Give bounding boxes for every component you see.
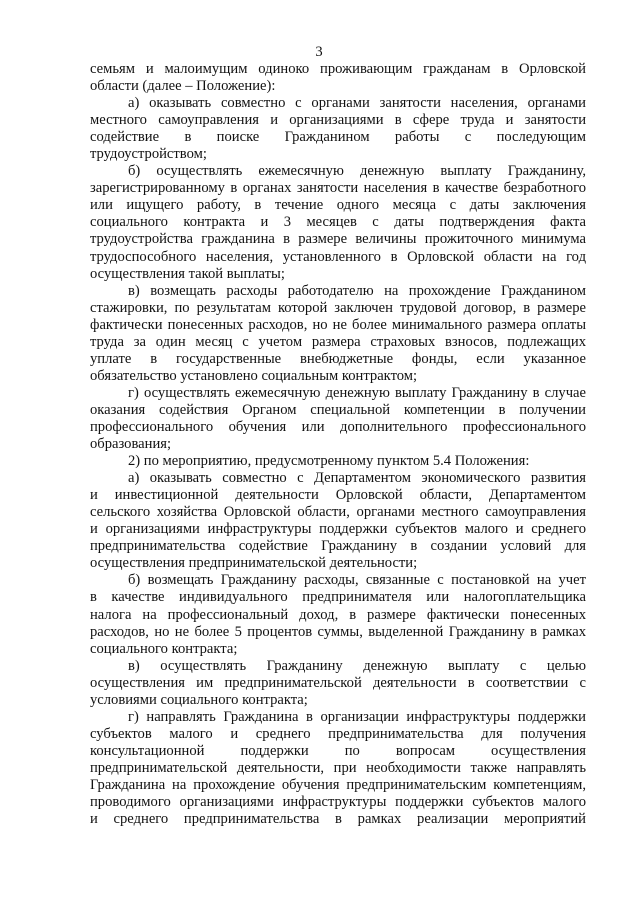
text-line: фактически понесенных расходов, но не более минимального размера оплаты bbox=[90, 316, 586, 333]
text-line: предпринимательства содействие Гражданину в создании условий для bbox=[90, 538, 586, 555]
text-line: налога на профессиональный доход, в размере фактически понесенных bbox=[90, 606, 586, 623]
text-line: в качестве индивидуального предпринимателя или налогоплательщика bbox=[90, 589, 586, 606]
text-line: образования; bbox=[90, 436, 172, 453]
text-line: г) осуществлять ежемесячную денежную выплату Гражданину в случае bbox=[128, 384, 586, 401]
page-number: 3 bbox=[315, 44, 323, 60]
text-line: трудоустройства гражданина в размере величины прожиточного минимума bbox=[90, 231, 586, 248]
text-line: расходов, но не более 5 процентов суммы, выделенной Гражданину в рамках bbox=[90, 623, 586, 640]
text-line: трудоспособного населения, установленного в Орловской области на год bbox=[90, 248, 586, 265]
text-line: осуществления предпринимательской деятельности; bbox=[90, 555, 418, 572]
text-line: 2) по мероприятию, предусмотренному пунктом 5.4 Положения: bbox=[128, 453, 530, 470]
text-line: проводимого организациями инфраструктуры поддержки субъектов малого bbox=[90, 794, 586, 811]
text-line: Гражданина на прохождение обучения предпринимательским компетенциям, bbox=[90, 776, 586, 793]
text-line: консультационной поддержки по вопросам осуществления bbox=[90, 742, 586, 759]
text-line: субъектов малого и среднего предпринимательства для получения bbox=[90, 725, 586, 742]
text-line: и организациями инфраструктуры поддержки субъектов малого и среднего bbox=[90, 521, 586, 538]
text-line: трудоустройством; bbox=[90, 146, 207, 163]
text-line: семьям и малоимущим одиноко проживающим гражданам в Орловской bbox=[90, 61, 586, 77]
text-line: зарегистрированному в органах занятости населения в качестве безработного bbox=[90, 180, 586, 197]
text-line: сельского хозяйства Орловской области, органами местного самоуправления bbox=[90, 504, 586, 521]
text-line: в) осуществлять Гражданину денежную выплату с целью bbox=[128, 657, 586, 674]
text-line: в) возмещать расходы работодателю на прохождение Гражданином bbox=[128, 282, 586, 299]
text-line: труда за один месяц с учетом размера страховых взносов, подлежащих bbox=[90, 333, 586, 350]
text-line: или ищущего работу, в течение одного месяца с даты заключения bbox=[90, 197, 586, 214]
document-body bbox=[90, 61, 586, 828]
text-line: и среднего предпринимательства в рамках реализации мероприятий bbox=[90, 811, 586, 828]
text-line: профессионального обучения или дополнительного профессионального bbox=[90, 418, 586, 435]
text-line: б) осуществлять ежемесячную денежную выплату Гражданину, bbox=[128, 163, 586, 180]
text-line: г) направлять Гражданина в организации инфраструктуры поддержки bbox=[128, 708, 586, 725]
text-line: содействие в поиске Гражданином работы с последующим bbox=[90, 129, 586, 146]
text-line: местного самоуправления и организациями в сфере труда и занятости bbox=[90, 112, 586, 129]
text-line: обязательство установлено социальным контрактом; bbox=[90, 367, 418, 384]
text-line: условиями социального контракта; bbox=[90, 691, 308, 708]
text-line: социального контракта; bbox=[90, 640, 238, 657]
text-line: стажировки, по результатам которой заключен трудовой договор, в размере bbox=[90, 299, 586, 316]
text-line: а) оказывать совместно с Департаментом экономического развития bbox=[128, 470, 586, 487]
text-line: социального контракта и 3 месяцев с даты подтверждения факта bbox=[90, 214, 586, 231]
text-line: области (далее – Положение): bbox=[90, 78, 276, 95]
text-line: предпринимательской деятельности, при необходимости также направлять bbox=[90, 759, 586, 776]
text-line: уплате в государственные внебюджетные фонды, если указанное bbox=[90, 350, 586, 367]
text-line: оказания содействия Органом специальной компетенции в получении bbox=[90, 401, 586, 418]
text-line: и инвестиционной деятельности Орловской области, Департаментом bbox=[90, 487, 586, 504]
text-line: осуществления им предпринимательской деятельности в соответствии с bbox=[90, 674, 586, 691]
text-line: б) возмещать Гражданину расходы, связанные с постановкой на учет bbox=[128, 572, 586, 589]
text-line: осуществления такой выплаты; bbox=[90, 265, 285, 282]
text-line: а) оказывать совместно с органами занятости населения, органами bbox=[128, 95, 586, 112]
